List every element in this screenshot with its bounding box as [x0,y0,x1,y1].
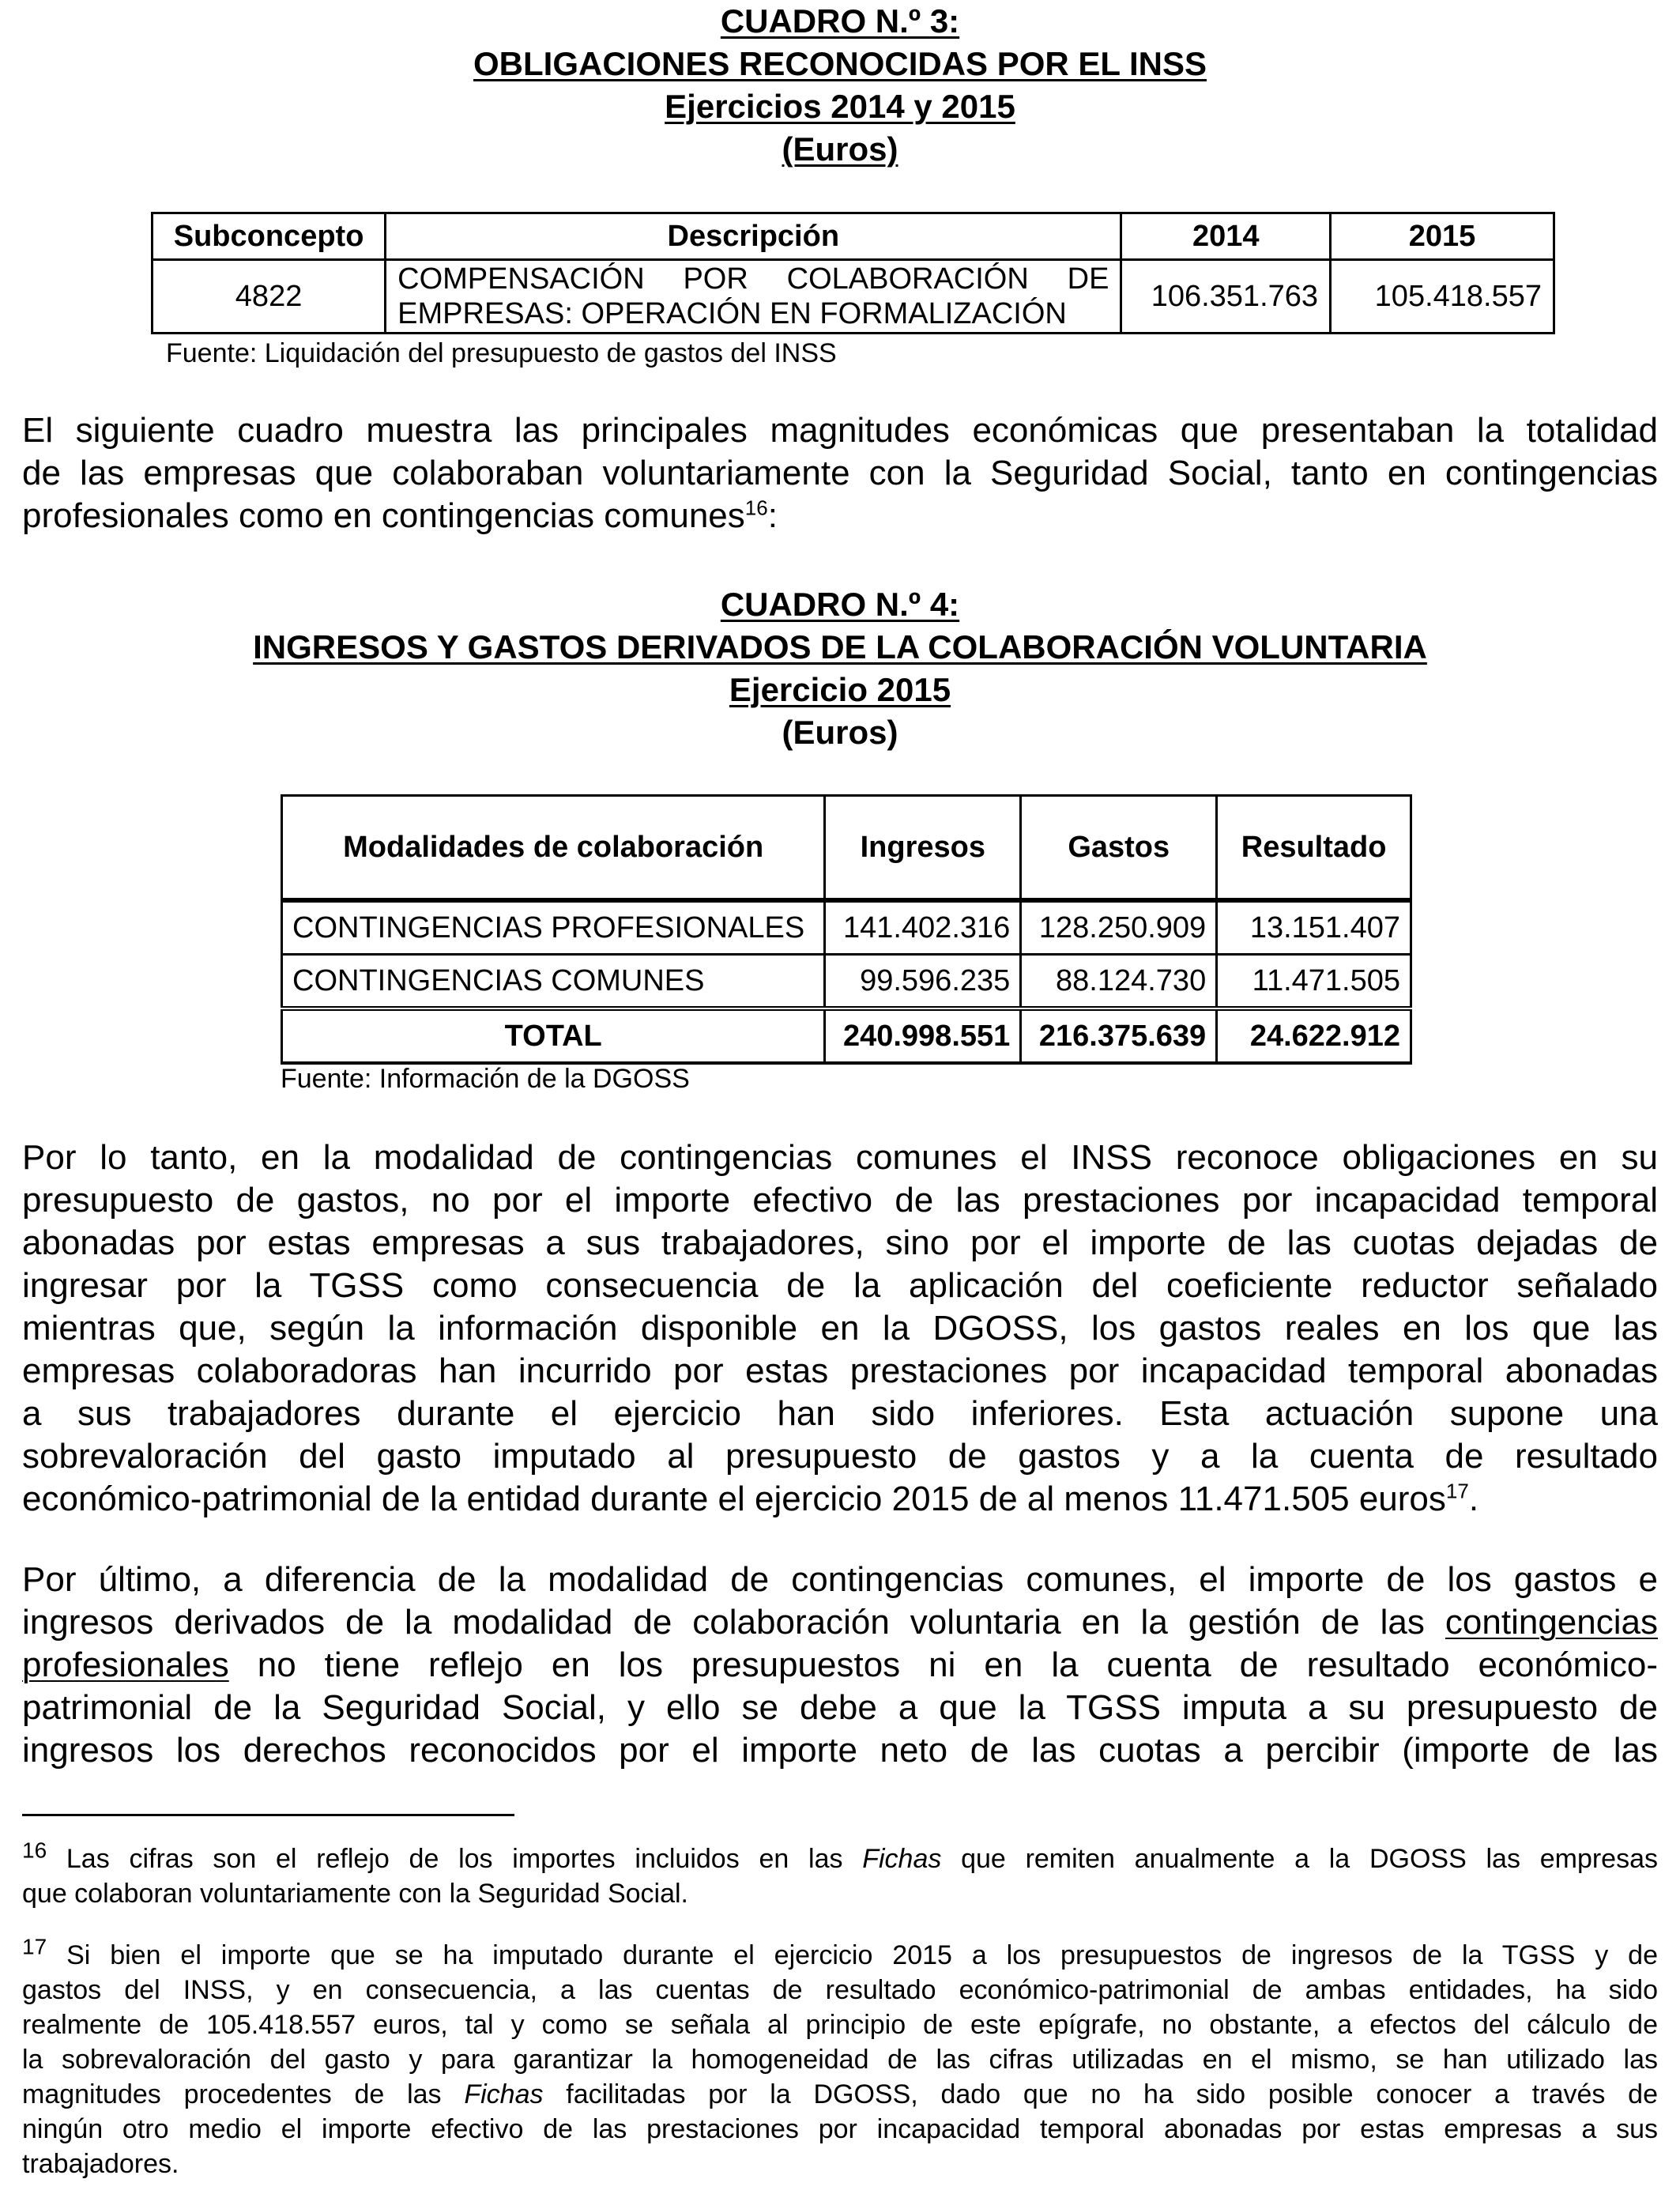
cuadro3-unit: (Euros) [782,130,898,168]
text-line: ingresar por la TGSS como consecuencia de la aplicación del coeficiente reductor señalado [22,1266,1658,1305]
cuadro3-period: Ejercicios 2014 y 2015 [665,88,1015,125]
cuadro3-subtitle: OBLIGACIONES RECONOCIDAS POR EL INSS [473,45,1207,82]
column-header: 2014 [1121,213,1331,260]
text-line: empresas colaboradoras han incurrido por estas prestaciones por incapacidad temporal abonadas [22,1351,1658,1390]
footnote-ref-16[interactable]: 16 [744,496,768,520]
paragraph-1 [22,409,1658,537]
text-line: que colaboran voluntariamente con la Seguridad Social. [22,1879,688,1909]
column-header: Resultado [1217,796,1411,899]
text-line: ningún otro medio el importe efectivo de las prestaciones por incapacidad temporal abonadas por estas empresas a sus [22,2114,1658,2144]
text-span: magnitudes procedentes de las [22,2079,465,2109]
text-line: trabajadores. [22,2149,179,2179]
footnote-16 [22,1838,1658,1911]
text-span: . [1468,1480,1479,1518]
text-line: a sus trabajadores durante el ejercicio han sido inferiores. Esta actuación supone una [22,1394,1658,1433]
text-line: Por último, a diferencia de la modalidad de contingencias comunes, el importe de los gastos e [22,1560,1658,1599]
cell-modalidad: CONTINGENCIAS COMUNES [282,955,825,1009]
cell-ingresos: 99.596.235 [825,955,1021,1009]
column-header: 2015 [1331,213,1554,260]
text-line [22,495,1658,537]
table-row [282,902,1411,955]
text-line: abonadas por estas empresas a sus trabajadores, sino por el importe de las cuotas dejadas de [22,1223,1658,1262]
column-header: Subconcepto [153,213,386,260]
text-span: económico-patrimonial de la entidad durante el ejercicio 2015 de al menos 11.471.505 euros [22,1480,1446,1518]
cuadro3-title: CUADRO N.º 3: [720,2,960,40]
column-header: Modalidades de colaboración [282,796,825,899]
cell-total-label: TOTAL [282,1008,825,1063]
text-line [22,1478,1658,1521]
text-line: la sobrevaloración del gasto y para garantizar la homogeneidad de las cifras utilizadas en el mismo, se han utilizado las [22,2045,1658,2075]
cuadro3-source: Fuente: Liquidación del presupuesto de gastos del INSS [166,338,837,368]
cell-total-resultado: 24.622.912 [1217,1008,1411,1063]
footnote-ref-17[interactable]: 17 [1445,1479,1469,1503]
text-span: Las cifras son el reflejo de los importes incluidos en las [47,1844,863,1874]
paragraph-3 [22,1559,1658,1772]
cell-gastos: 128.250.909 [1021,902,1217,955]
text-line: patrimonial de la Seguridad Social, y ello se debe a que la TGSS imputa a su presupuesto de [22,1688,1658,1727]
cuadro3-heading [22,0,1658,171]
footnote-divider [22,1814,514,1816]
cuadro4-source: Fuente: Información de la DGOSS [281,1064,690,1094]
paragraph-2 [22,1137,1658,1521]
cell-modalidad: CONTINGENCIAS PROFESIONALES [282,902,825,955]
text-line [22,2077,1658,2112]
text-line: gastos del INSS, y en consecuencia, a las cuentas de resultado económico-patrimonial de ambas entidades, ha sido [22,1975,1658,2005]
table-total-row [282,1008,1411,1063]
text-span: Si bien el importe que se ha imputado durante el ejercicio 2015 a los presupuestos de ingresos de la TGSS y de [47,1940,1658,1970]
desc-line: COMPENSACIÓN POR COLABORACIÓN DE [397,262,1109,296]
cell-subconcepto: 4822 [153,260,386,334]
text-line [22,1934,1658,1973]
cell-total-ingresos: 240.998.551 [825,1008,1021,1063]
text-line [22,1601,1658,1644]
text-line: sobrevaloración del gasto imputado al presupuesto de gastos y a la cuenta de resultado [22,1437,1658,1476]
italic-text: Fichas [464,2079,544,2109]
text-line [22,1644,1658,1687]
text-line: Por lo tanto, en la modalidad de contingencias comunes el INSS reconoce obligaciones en su [22,1138,1658,1177]
underlined-text: profesionales [22,1646,229,1684]
cuadro4-subtitle: INGRESOS Y GASTOS DERIVADOS DE LA COLABORACIÓN VOLUNTARIA [253,628,1427,665]
text-span: no tiene reflejo en los presupuestos ni en la cuenta de resultado económico- [228,1646,1658,1684]
text-span: : [767,496,778,535]
cell-resultado: 11.471.505 [1217,955,1411,1009]
text-line: ingresos los derechos reconocidos por el importe neto de las cuotas a percibir (importe de las [22,1731,1658,1770]
table-header-row [282,796,1411,899]
footnote-number: 17 [22,1934,47,1959]
text-line [22,1838,1658,1876]
column-header: Gastos [1021,796,1217,899]
footnote-number: 16 [22,1838,47,1863]
cell-resultado: 13.151.407 [1217,902,1411,955]
text-line: de las empresas que colaboraban voluntariamente con la Seguridad Social, tanto en contingencias [22,454,1658,492]
cell-ingresos: 141.402.316 [825,902,1021,955]
text-span: facilitadas por la DGOSS, dado que no ha sido posible conocer a través de [543,2079,1658,2109]
column-header: Descripción [386,213,1121,260]
text-line: presupuesto de gastos, no por el importe efectivo de las prestaciones por incapacidad temporal [22,1181,1658,1220]
table-row [153,260,1554,334]
text-span: ingresos derivados de la modalidad de colaboración voluntaria en la gestión de las [22,1603,1445,1642]
cuadro4-period: Ejercicio 2015 [729,671,951,708]
table-row [282,955,1411,1009]
cell-gastos: 88.124.730 [1021,955,1217,1009]
cuadro4-title: CUADRO N.º 4: [720,586,960,623]
cuadro4-heading [22,583,1658,754]
cell-descripcion [386,260,1121,334]
table-header-row [153,213,1554,260]
cuadro4-table [281,794,1412,1065]
cuadro4-unit: (Euros) [782,714,898,751]
text-span: profesionales como en contingencias comunes [22,496,745,535]
column-header: Ingresos [825,796,1021,899]
cell-2015: 105.418.557 [1331,260,1554,334]
text-line: mientras que, según la información disponible en la DGOSS, los gastos reales en los que las [22,1309,1658,1348]
cell-total-gastos: 216.375.639 [1021,1008,1217,1063]
footnote-17 [22,1934,1658,2181]
cell-2014: 106.351.763 [1121,260,1331,334]
desc-line: EMPRESAS: OPERACIÓN EN FORMALIZACIÓN [397,297,1067,330]
text-span: que remiten anualmente a la DGOSS las empresas [941,1844,1658,1874]
underlined-text: contingencias [1445,1603,1658,1642]
italic-text: Fichas [862,1844,942,1874]
cuadro3-table [151,212,1555,334]
text-line: realmente de 105.418.557 euros, tal y como se señala al principio de este epígrafe, no obstante, a efectos del cálculo de [22,2010,1658,2040]
text-line: El siguiente cuadro muestra las principales magnitudes económicas que presentaban la totalidad [22,411,1658,450]
